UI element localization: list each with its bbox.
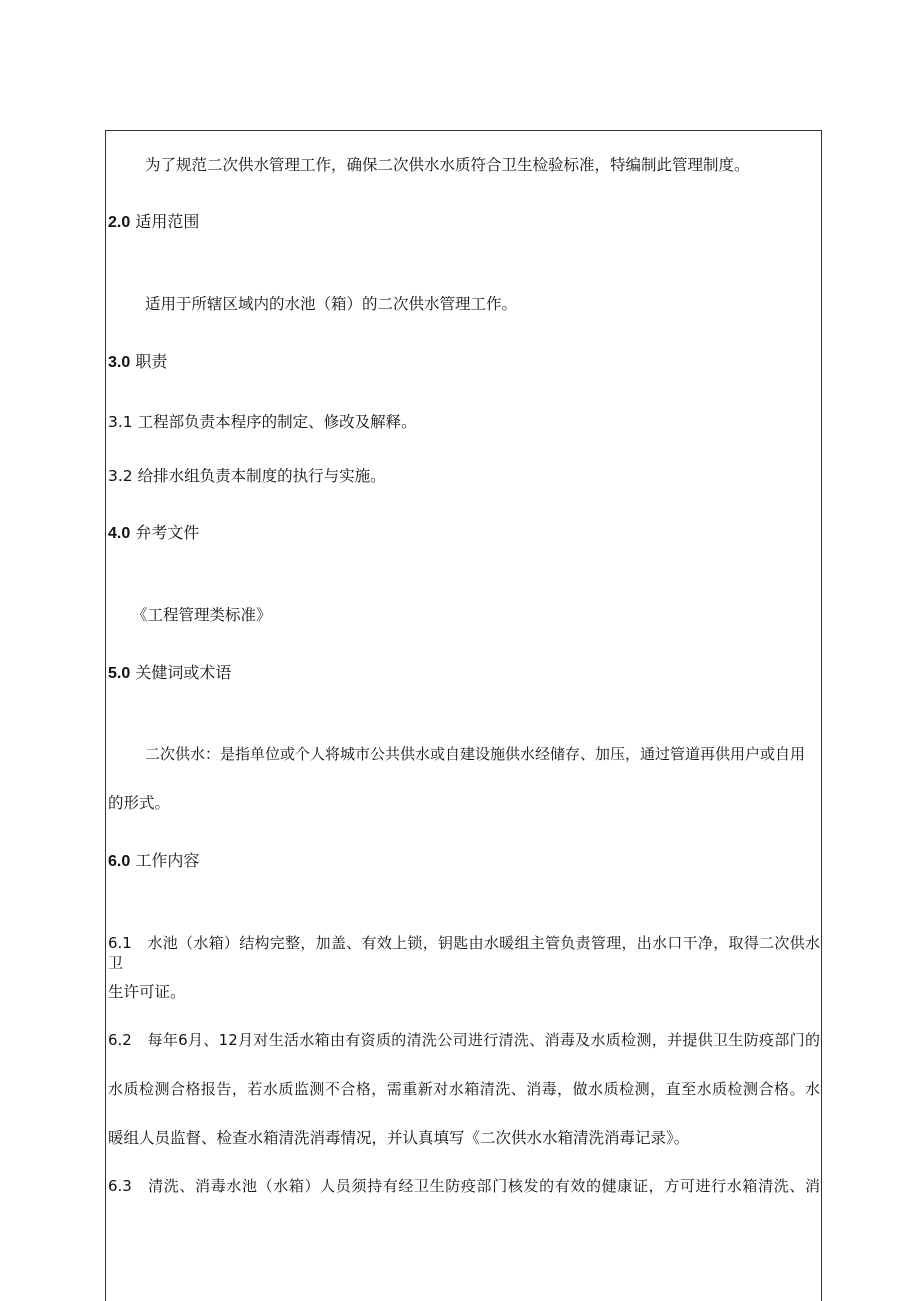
section-6-title: 工作内容 bbox=[135, 851, 200, 870]
section-3-number: 3.0 bbox=[108, 354, 131, 371]
section-3-item-1: 3.1 工程部负责本程序的制定、修改及解释。 bbox=[108, 413, 417, 431]
section-5-body-line-1: 二次供水：是指单位或个人将城市公共供水或自建设施供水经储存、加压，通过管道再供用户或自用 bbox=[145, 745, 806, 763]
section-2-body: 适用于所辖区域内的水池（箱）的二次供水管理工作。 bbox=[145, 295, 518, 313]
section-5-number: 5.0 bbox=[108, 665, 131, 682]
item-6-1-line-2: 生许可证。 bbox=[108, 983, 186, 1001]
section-6-number: 6.0 bbox=[108, 853, 131, 870]
section-3-title: 职责 bbox=[135, 352, 168, 371]
section-4-body: 《工程管理类标准》 bbox=[132, 606, 272, 624]
item-6-3-line-1: 6.3 清洗、消毒水池（水箱）人员须持有经卫生防疫部门核发的有效的健康证，方可进行水箱清洗、消 bbox=[108, 1177, 820, 1195]
section-3-item-2: 3.2 给排水组负责本制度的执行与实施。 bbox=[108, 467, 386, 485]
section-5-heading bbox=[108, 663, 231, 684]
intro-paragraph: 为了规范二次供水管理工作，确保二次供水水质符合卫生检验标准，特编制此管理制度。 bbox=[145, 156, 750, 174]
item-6-2-line-2: 水质检测合格报告，若水质监测不合格，需重新对水箱清洗、消毒，做水质检测，直至水质检测合格。水 bbox=[108, 1080, 820, 1098]
section-2-title: 适用范围 bbox=[135, 212, 200, 231]
section-2-number: 2.0 bbox=[108, 214, 131, 231]
section-6-heading bbox=[108, 851, 199, 872]
section-4-title: 弁考文件 bbox=[135, 523, 200, 542]
section-5-body-line-2: 的形式。 bbox=[108, 794, 171, 812]
item-6-2-line-3: 暖组人员监督、检查水箱清洗消毒情况，并认真填写《二次供水水箱清洗消毒记录》。 bbox=[108, 1129, 690, 1147]
item-6-2-line-1: 6.2 每年6月、12月对生活水箱由有资质的清洗公司进行清洗、消毒及水质检测，并提供卫生防疫部门的 bbox=[108, 1031, 820, 1049]
section-4-number: 4.0 bbox=[108, 525, 131, 542]
section-5-title: 关健词或术语 bbox=[135, 663, 232, 682]
item-6-1-line-1: 6.1 水池（水箱）结构完整，加盖、有效上锁，钥匙由水暖组主管负责管理，出水口干净，取得二次供水卫 bbox=[108, 934, 820, 972]
section-3-heading bbox=[108, 352, 167, 373]
section-2-heading bbox=[108, 212, 199, 233]
section-4-heading bbox=[108, 523, 199, 544]
